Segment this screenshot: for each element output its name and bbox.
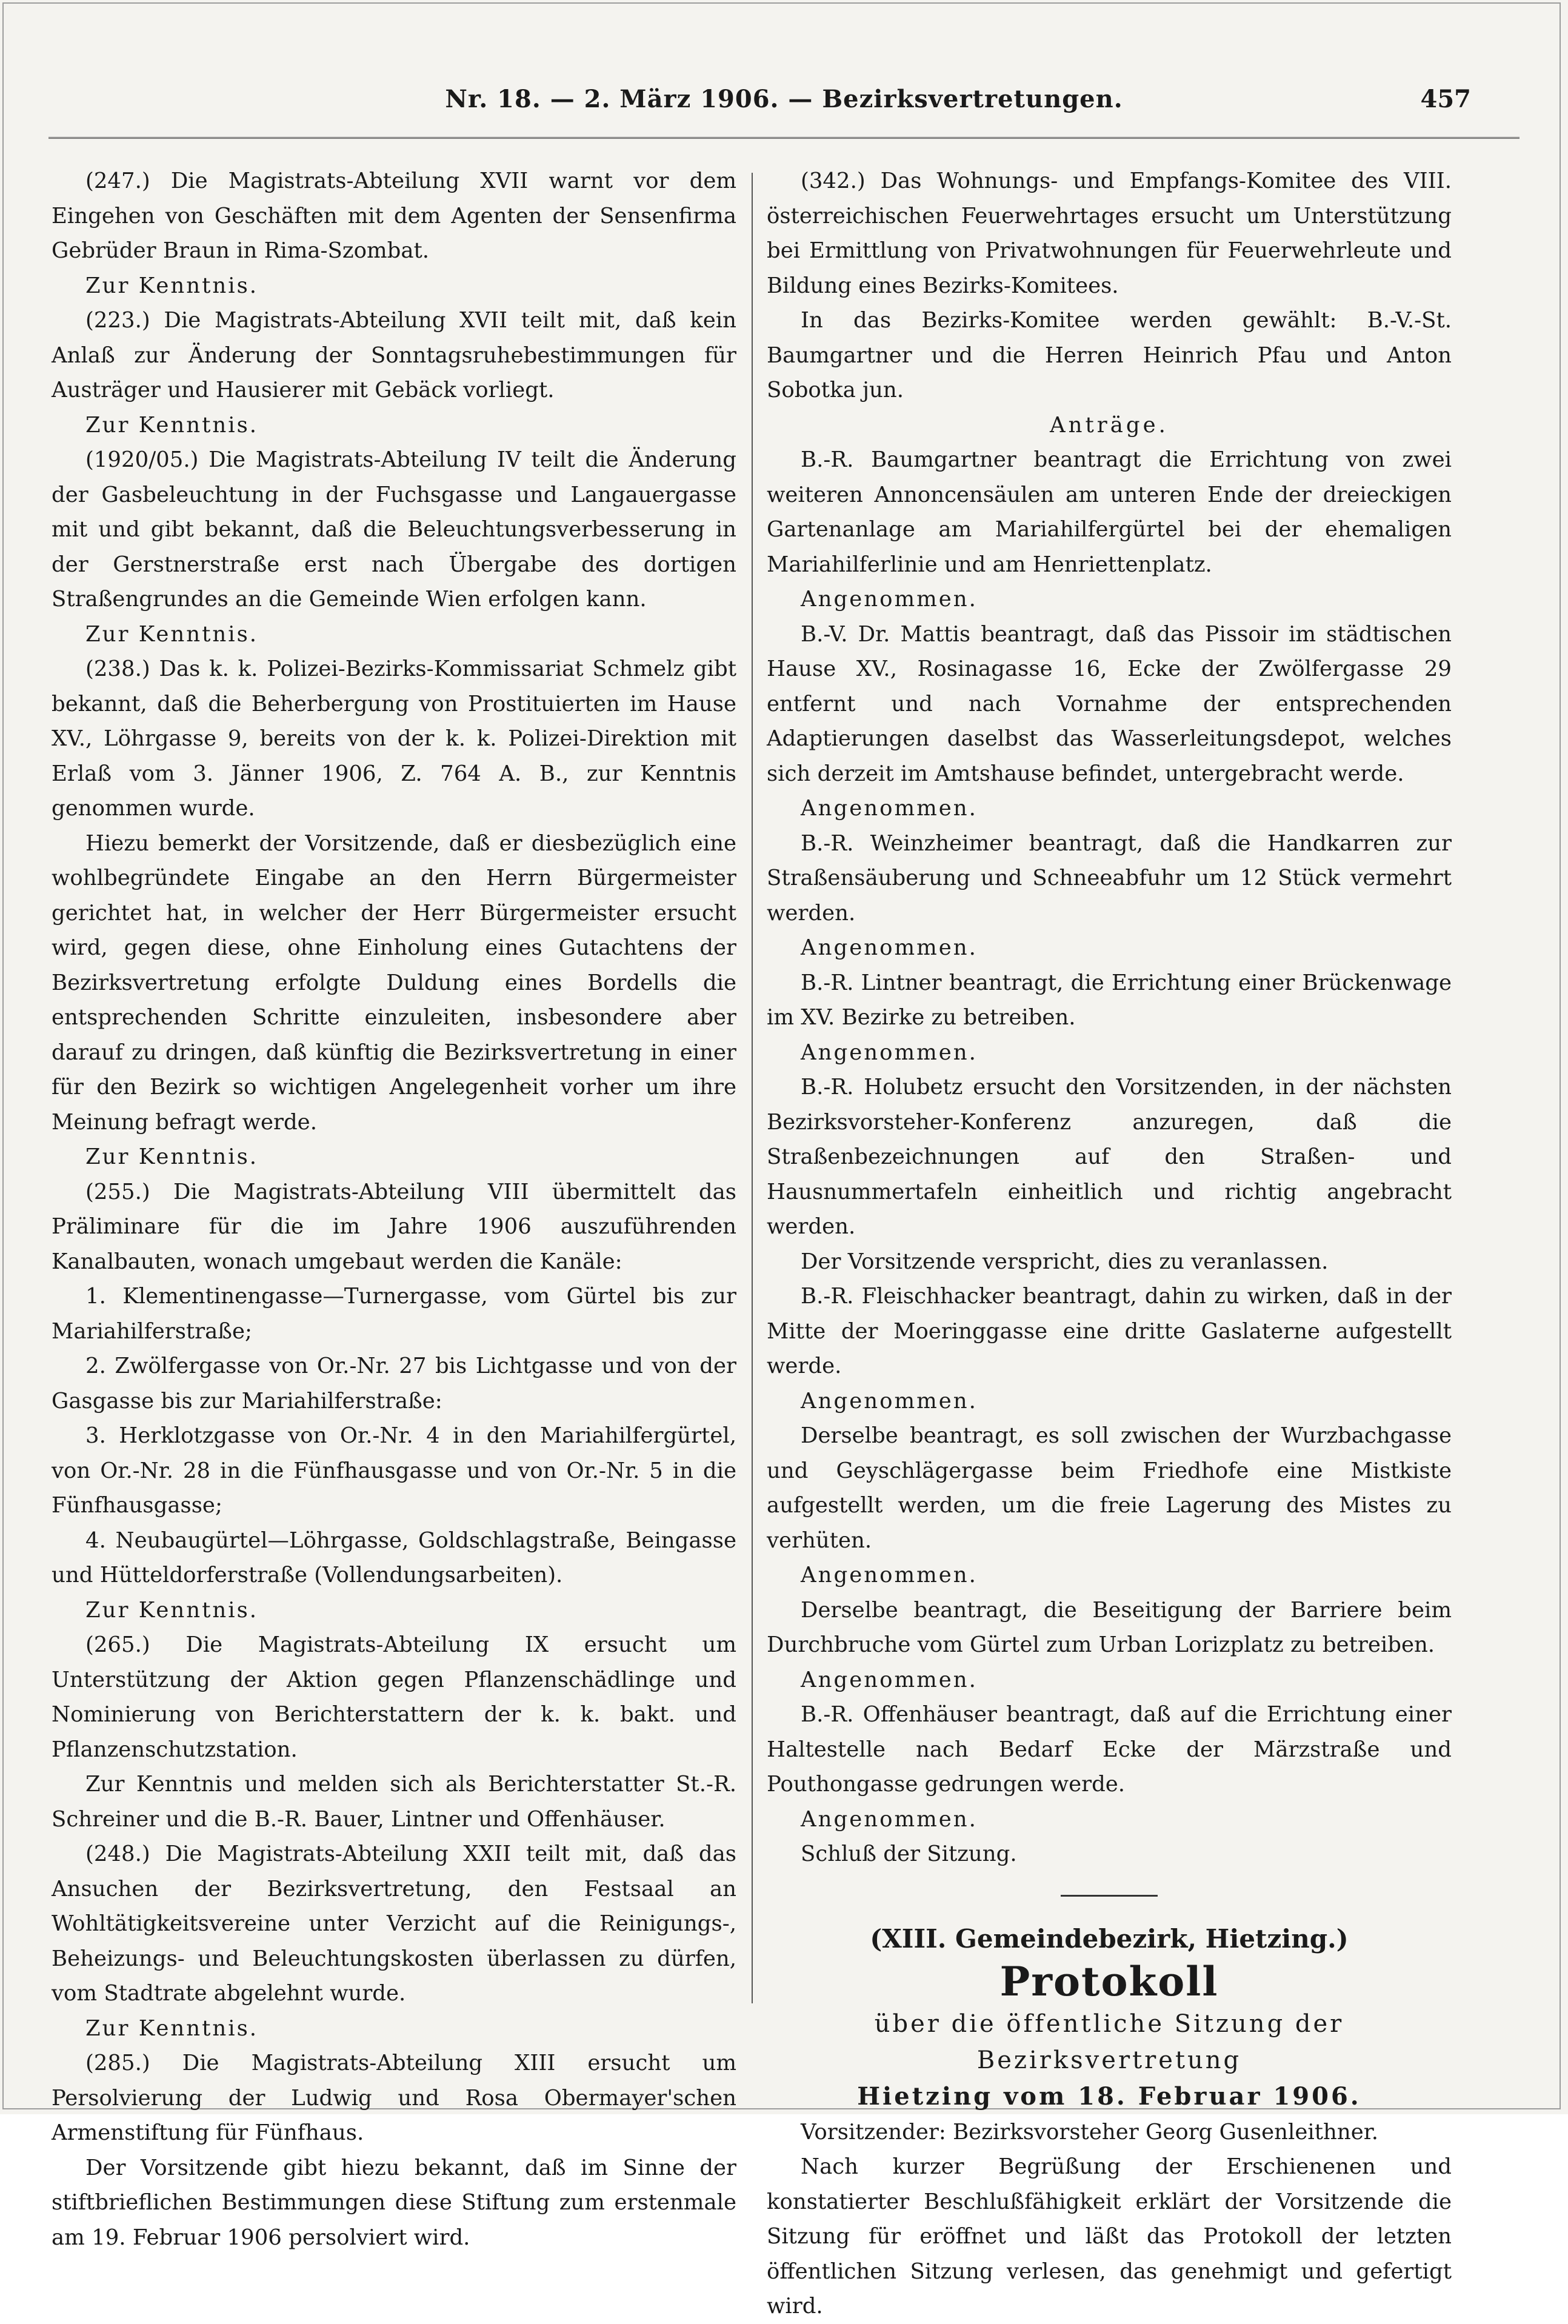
note-angenommen: Angenommen. bbox=[801, 1040, 978, 1065]
paragraph-285: (285.) Die Magistrats-Abteilung XIII ersucht um Persolvierung der Ludwig und Rosa Obermayer'schen Armenstiftung für Fünfhaus. bbox=[52, 2051, 736, 2145]
note-angenommen: Angenommen. bbox=[801, 1563, 978, 1588]
protokoll-date: Hietzing vom 18. Februar 1906. bbox=[857, 2082, 1361, 2111]
paragraph-closing: Schluß der Sitzung. bbox=[801, 1842, 1017, 1866]
chairman-line: Vorsitzender: Bezirksvorsteher Georg Gusenleithner. bbox=[801, 2119, 1379, 2145]
note-zur-kenntnis: Zur Kenntnis. bbox=[85, 1144, 259, 1169]
list-item: 1. Klementinengasse—Turnergasse, vom Gürtel bis zur Mariahilferstraße; bbox=[52, 1284, 736, 1344]
motion-offenhaeuser: B.-R. Offenhäuser beantragt, daß auf die Errichtung einer Haltestelle nach Bedarf Ecke der Märzstraße und Pouthongasse gedrungen werde. bbox=[767, 1702, 1452, 1797]
left-column bbox=[52, 164, 736, 2255]
paragraph-265: (265.) Die Magistrats-Abteilung IX ersucht um Unterstützung der Aktion gegen Pflanzenschädlinge und Nominierung von Berichterstattern der k. k. bakt. und Pflanzenschutzstation. bbox=[52, 1632, 736, 1762]
paragraph-247: (247.) Die Magistrats-Abteilung XVII warnt vor dem Eingehen von Geschäften mit dem Agenten der Sensenfirma Gebrüder Braun in Rima-Szombat. bbox=[52, 169, 736, 263]
list-item: 3. Herklotzgasse von Or.-Nr. 4 in den Mariahilfergürtel, von Or.-Nr. 28 in die Fünfhausgasse und von Or.-Nr. 5 in die Fünfhausgasse; bbox=[52, 1423, 736, 1518]
list-item: 4. Neubaugürtel—Löhrgasse, Goldschlagstraße, Beingasse und Hütteldorferstraße (Vollendungsarbeiten). bbox=[52, 1528, 736, 1588]
paragraph-foundation: Der Vorsitzende gibt hiezu bekannt, daß im Sinne der stiftbrieflichen Bestimmungen diese Stiftung zum erstenmale am 19. Februar 1906 persolviert wird. bbox=[52, 2155, 736, 2250]
note-zur-kenntnis: Zur Kenntnis. bbox=[85, 412, 259, 438]
paragraph-committee: In das Bezirks-Komitee werden gewählt: B.-V.-St. Baumgartner und die Herren Heinrich Pfau und Anton Sobotka jun. bbox=[767, 308, 1452, 402]
paragraph-223: (223.) Die Magistrats-Abteilung XVII teilt mit, daß kein Anlaß zur Änderung der Sonntagsruhebestimmungen für Austräger und Hausierer mit Gebäck vorliegt. bbox=[52, 308, 736, 402]
paragraph-1920-05: (1920/05.) Die Magistrats-Abteilung IV teilt die Änderung der Gasbeleuchtung in der Fuchsgasse und Langauergasse mit und gibt bekannt, daß die Beleuchtungsverbesserung in der Gerstnerstraße erst nach Übergabe des dortigen Straßengrundes an die Gemeinde Wien erfolgen kann. bbox=[52, 447, 736, 612]
note-angenommen: Angenommen. bbox=[801, 1388, 978, 1414]
paragraph-opening: Nach kurzer Begrüßung der Erschienenen und konstatierter Beschlußfähigkeit erklärt der Vorsitzende die Sitzung für eröffnet und läßt das Protokoll der letzten öffentlichen Sitzung verlesen, das genehmigt und gefertigt wird. bbox=[767, 2154, 1452, 2319]
note-angenommen: Angenommen. bbox=[801, 1806, 978, 1832]
page-header bbox=[48, 85, 1520, 133]
motion-mistkiste: Derselbe beantragt, es soll zwischen der Wurzbachgasse und Geyschlägergasse beim Friedhofe eine Mistkiste aufgestellt werden, um die freie Lagerung des Mistes zu verhüten. bbox=[767, 1423, 1452, 1553]
paragraph-chair-remark: Hiezu bemerkt der Vorsitzende, daß er diesbezüglich eine wohlbegründete Eingabe an den Herrn Bürgermeister gerichtet hat, in welcher der Herr Bürgermeister ersucht wird, gegen diese, ohne Einholung eines Gutachtens der Bezirksvertretung erfolgte Duldung eines Bordells die entsprechenden Schritte einzuleiten, insbesondere aber darauf zu dringen, daß künftig die Bezirksvertretung in einer für den Bezirk so wichtigen Angelegenheit vorher um ihre Meinung befragt werde. bbox=[52, 830, 736, 1135]
column-divider bbox=[752, 173, 753, 2003]
motion-weinzheimer: B.-R. Weinzheimer beantragt, daß die Handkarren zur Straßensäuberung und Schneeabfuhr um 12 Stück vermehrt werden. bbox=[767, 830, 1452, 926]
paragraph-248: (248.) Die Magistrats-Abteilung XXII teilt mit, daß das Ansuchen der Bezirksvertretung, den Festsaal an Wohltätigkeitsvereine unter Verzicht auf die Reinigungs-, Beheizungs- und Beleuchtungskosten überlassen zu dürfen, vom Stadtrate abgelehnt wurde. bbox=[52, 1842, 736, 2006]
header-rule bbox=[48, 137, 1520, 142]
list-item: 2. Zwölfergasse von Or.-Nr. 27 bis Lichtgasse und von der Gasgasse bis zur Mariahilferstraße: bbox=[52, 1354, 736, 1414]
paragraph-238: (238.) Das k. k. Polizei-Bezirks-Kommissariat Schmelz gibt bekannt, daß die Beherbergung von Prostituierten im Hause XV., Löhrgasse 9, bereits von der k. k. Polizei-Direktion mit Erlaß vom 3. Jänner 1906, Z. 764 A. B., zur Kenntnis genommen wurde. bbox=[52, 656, 736, 821]
note-zur-kenntnis: Zur Kenntnis. bbox=[85, 2015, 259, 2041]
motion-barriere: Derselbe beantragt, die Beseitigung der Barriere beim Durchbruche vom Gürtel zum Urban Lorizplatz zu betreiben. bbox=[767, 1597, 1452, 1657]
motion-fleischhacker: B.-R. Fleischhacker beantragt, dahin zu wirken, daß in der Mitte der Moeringgasse eine dritte Gaslaterne aufgestellt werde. bbox=[767, 1284, 1452, 1378]
district-heading: (XIII. Gemeindebezirk, Hietzing.) bbox=[870, 1923, 1349, 1954]
motion-holubetz: B.-R. Holubetz ersucht den Vorsitzenden, in der nächsten Bezirksvorsteher-Konferenz anzuregen, daß die Straßenbezeichnungen auf den Straßen- und Hausnummertafeln einheitlich und richtig angebracht werden. bbox=[767, 1075, 1452, 1239]
paragraph-rapporteurs: Zur Kenntnis und melden sich als Berichterstatter St.-R. Schreiner und die B.-R. Bauer, Lintner und Offenhäuser. bbox=[52, 1772, 736, 1832]
paragraph-chair-promise: Der Vorsitzende verspricht, dies zu veranlassen. bbox=[801, 1249, 1329, 1274]
motion-baumgartner: B.-R. Baumgartner beantragt die Errichtung von zwei weiteren Annoncensäulen am unteren Ende der dreieckigen Gartenanlage am Mariahilfergürtel bei der ehemaligen Mariahilferlinie und am Henriettenplatz. bbox=[767, 447, 1452, 577]
protokoll-subtitle: über die öffentliche Sitzung der Bezirksvertretung bbox=[874, 2009, 1344, 2074]
paragraph-342: (342.) Das Wohnungs- und Empfangs-Komitee des VIII. österreichischen Feuerwehrtages ersucht um Unterstützung bei Ermittlung von Privatwohnungen für Feuerwehrleute und Bildung eines Bezirks-Komitees. bbox=[767, 169, 1452, 298]
protokoll-title: Protokoll bbox=[999, 1957, 1219, 2005]
motion-mattis: B.-V. Dr. Mattis beantragt, daß das Pissoir im städtischen Hause XV., Rosinagasse 16, Ecke der Zwölfergasse 29 entfernt und nach Vornahme der entsprechenden Adaptierungen daselbst das Wasserleitungsdepot, welches sich derzeit im Amtshause befindet, untergebracht werde. bbox=[767, 621, 1452, 786]
motion-lintner: B.-R. Lintner beantragt, die Errichtung einer Brückenwage im XV. Bezirke zu betreiben. bbox=[767, 970, 1452, 1030]
section-heading-antraege: Anträge. bbox=[1050, 412, 1169, 438]
page-number: 457 bbox=[1420, 85, 1471, 113]
right-column bbox=[767, 164, 1452, 2324]
note-angenommen: Angenommen. bbox=[801, 935, 978, 960]
running-head: Nr. 18. — 2. März 1906. — Bezirksvertretungen. bbox=[445, 85, 1123, 113]
section-divider bbox=[1061, 1895, 1158, 1897]
paragraph-255: (255.) Die Magistrats-Abteilung VIII übermittelt das Präliminare für die im Jahre 1906 auszuführenden Kanalbauten, wonach umgebaut werden die Kanäle: bbox=[52, 1179, 736, 1274]
note-zur-kenntnis: Zur Kenntnis. bbox=[85, 621, 259, 647]
note-angenommen: Angenommen. bbox=[801, 587, 978, 612]
note-zur-kenntnis: Zur Kenntnis. bbox=[85, 1597, 259, 1623]
note-angenommen: Angenommen. bbox=[801, 796, 978, 821]
note-angenommen: Angenommen. bbox=[801, 1667, 978, 1692]
note-zur-kenntnis: Zur Kenntnis. bbox=[85, 273, 259, 298]
